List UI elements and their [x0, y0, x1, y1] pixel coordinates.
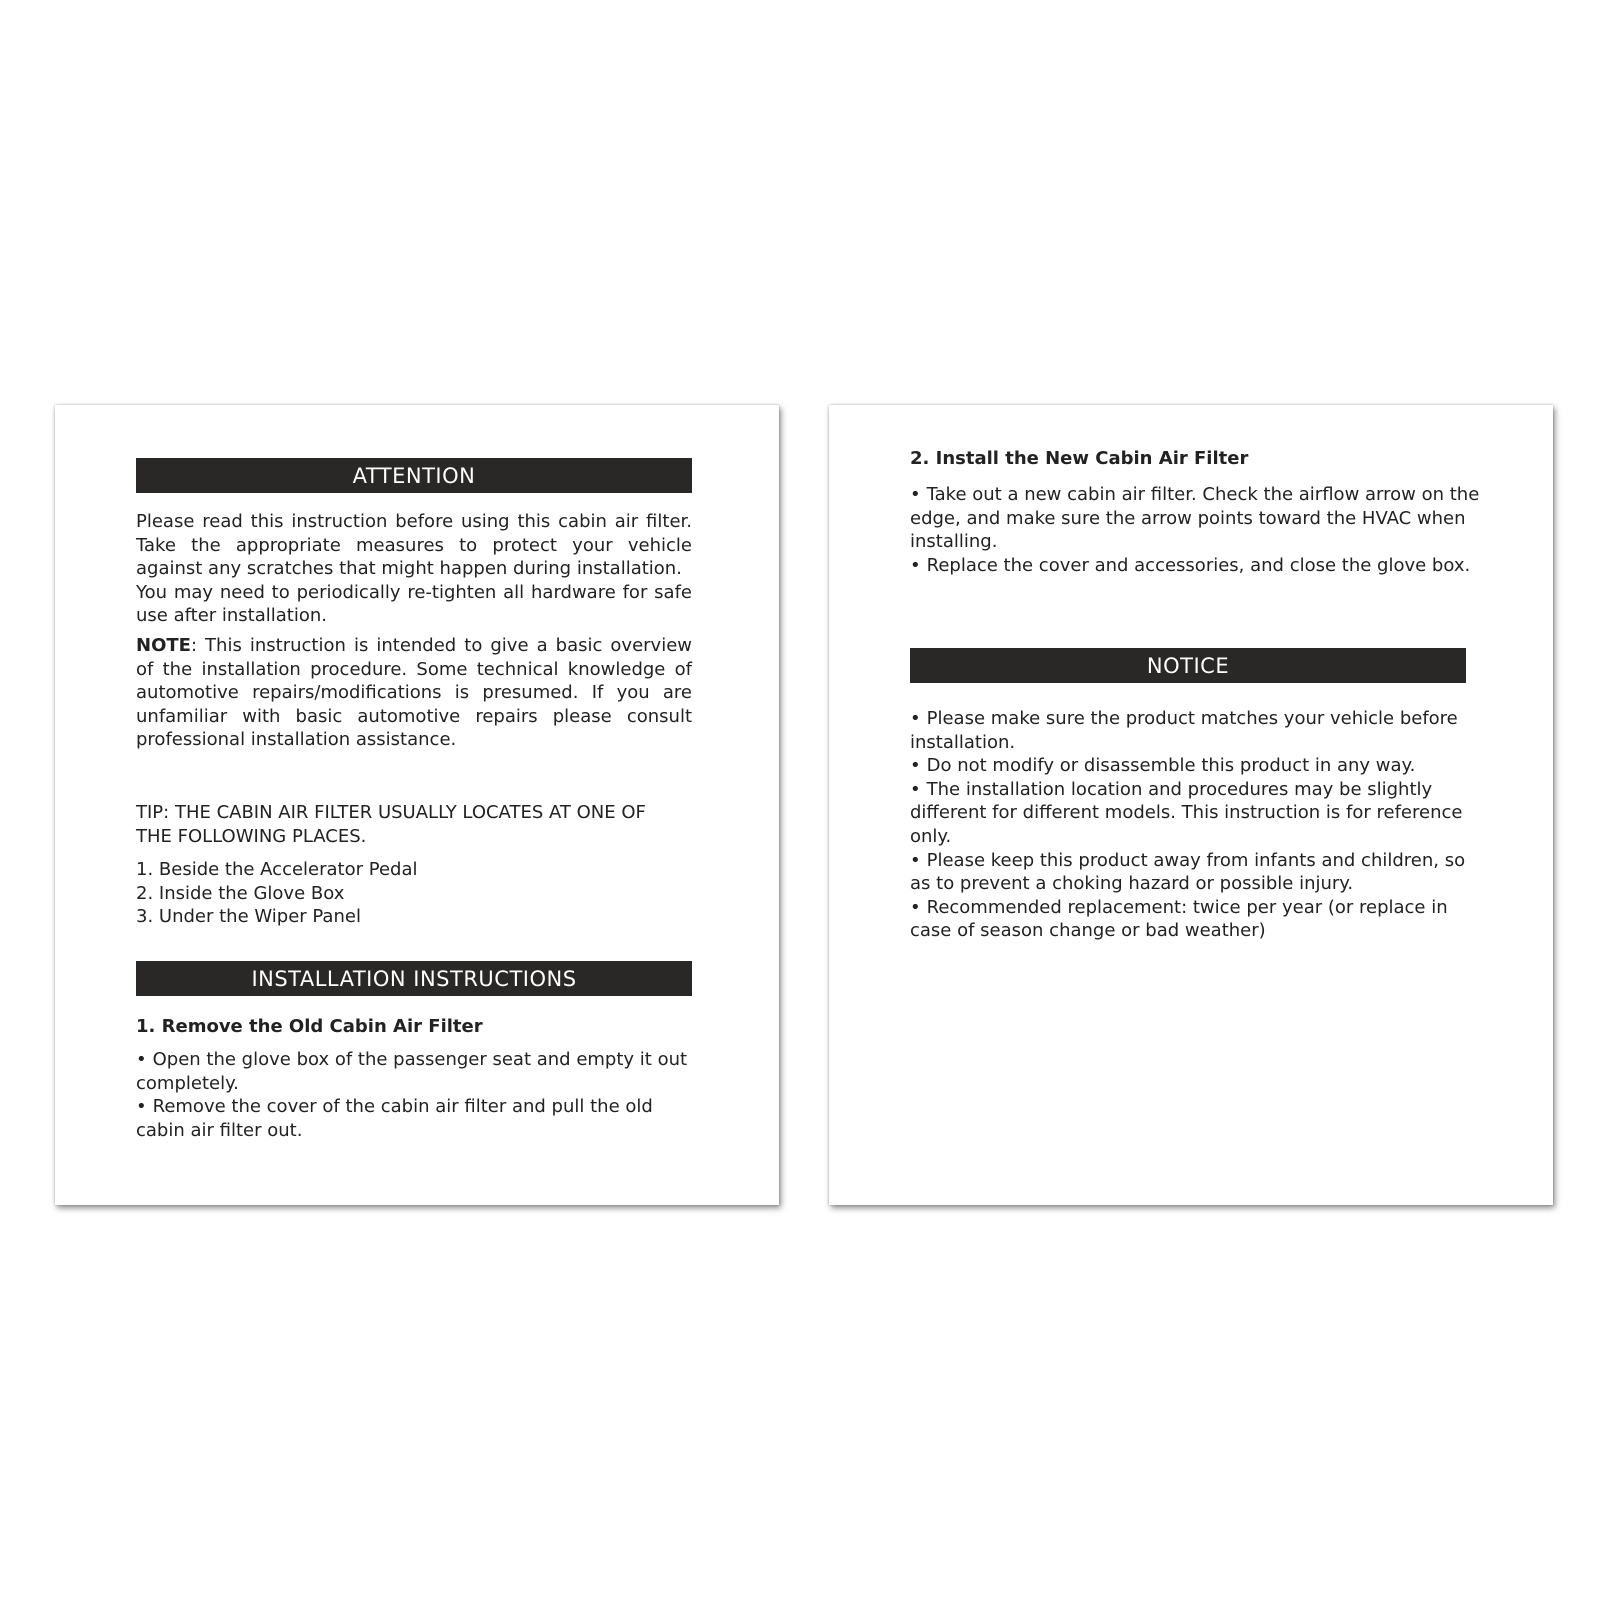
bullet-icon: • — [910, 778, 921, 800]
bullet-icon: • — [910, 554, 921, 576]
bullet-text: Recommended replacement: twice per year (or replace in case of season change or bad weather) — [910, 896, 1448, 942]
attention-paragraph-1: Please read this instruction before using this cabin air filter. Take the appropriate measures to protect your vehicle against any scratches that might happen during installation. — [136, 511, 692, 580]
bullet-text: Take out a new cabin air filter. Check the airflow arrow on the edge, and make sure the arrow points toward the HVAC when installing. — [910, 484, 1480, 553]
bullet-text: Remove the cover of the cabin air filter and pull the old cabin air filter out. — [136, 1096, 653, 1141]
step-2-bullets — [910, 483, 1482, 577]
installation-title: INSTALLATION INSTRUCTIONS — [251, 967, 577, 991]
attention-body — [136, 510, 692, 752]
list-item: 3. Under the Wiper Panel — [136, 906, 361, 928]
bullet-text: Open the glove box of the passenger seat and empty it out completely. — [136, 1049, 688, 1094]
attention-banner — [136, 458, 692, 493]
list-item — [910, 483, 1482, 554]
list-item — [910, 554, 1482, 578]
list-item — [910, 896, 1482, 943]
notice-bullets — [910, 707, 1482, 943]
note-text: : This instruction is intended to give a basic overview of the installation procedure. Some technical knowledge of automotive repairs/modifications is presumed. If you are unfamiliar with basic automotive repairs please consult professional installation assistance. — [136, 634, 692, 751]
bullet-text: Please keep this product away from infants and children, so as to prevent a choking hazard or possible injury. — [910, 849, 1466, 895]
attention-title: ATTENTION — [352, 464, 476, 488]
bullet-text: Replace the cover and accessories, and close the glove box. — [926, 554, 1471, 576]
list-item — [910, 707, 1482, 754]
step-2-heading: 2. Install the New Cabin Air Filter — [910, 448, 1249, 469]
bullet-icon: • — [910, 896, 921, 918]
instruction-card-right — [829, 405, 1553, 1205]
bullet-icon: • — [910, 849, 921, 871]
installation-banner — [136, 961, 692, 996]
note-label: NOTE — [136, 634, 191, 656]
step-1-bullets — [136, 1048, 692, 1142]
bullet-icon: • — [136, 1096, 147, 1118]
list-item — [136, 1095, 692, 1142]
list-item — [910, 778, 1482, 849]
notice-banner — [910, 648, 1466, 683]
bullet-icon: • — [136, 1049, 147, 1070]
step-1-heading: 1. Remove the Old Cabin Air Filter — [136, 1016, 483, 1037]
tip-line-2: THE FOLLOWING PLACES. — [136, 825, 367, 847]
list-item — [910, 754, 1482, 778]
bullet-icon: • — [910, 484, 921, 505]
notice-title: NOTICE — [1146, 654, 1230, 678]
bullet-icon: • — [910, 708, 921, 729]
bullet-text: The installation location and procedures may be slightly different for different models. This instruction is for reference only. — [910, 778, 1463, 847]
list-item: 1. Beside the Accelerator Pedal — [136, 859, 418, 880]
list-item — [910, 849, 1482, 896]
list-item — [136, 1048, 692, 1095]
attention-paragraph-2: You may need to periodically re-tighten all hardware for safe use after installation. — [136, 581, 692, 627]
bullet-icon: • — [910, 755, 921, 777]
bullet-text: Do not modify or disassemble this product in any way. — [926, 755, 1416, 777]
tip-line-1: TIP: THE CABIN AIR FILTER USUALLY LOCATES AT ONE OF — [136, 802, 646, 823]
instruction-card-left — [55, 405, 779, 1205]
note-paragraph — [136, 634, 692, 752]
list-item: 2. Inside the Glove Box — [136, 882, 345, 904]
tip-block — [136, 801, 716, 848]
bullet-text: Please make sure the product matches your vehicle before installation. — [910, 708, 1458, 753]
places-list — [136, 858, 692, 929]
